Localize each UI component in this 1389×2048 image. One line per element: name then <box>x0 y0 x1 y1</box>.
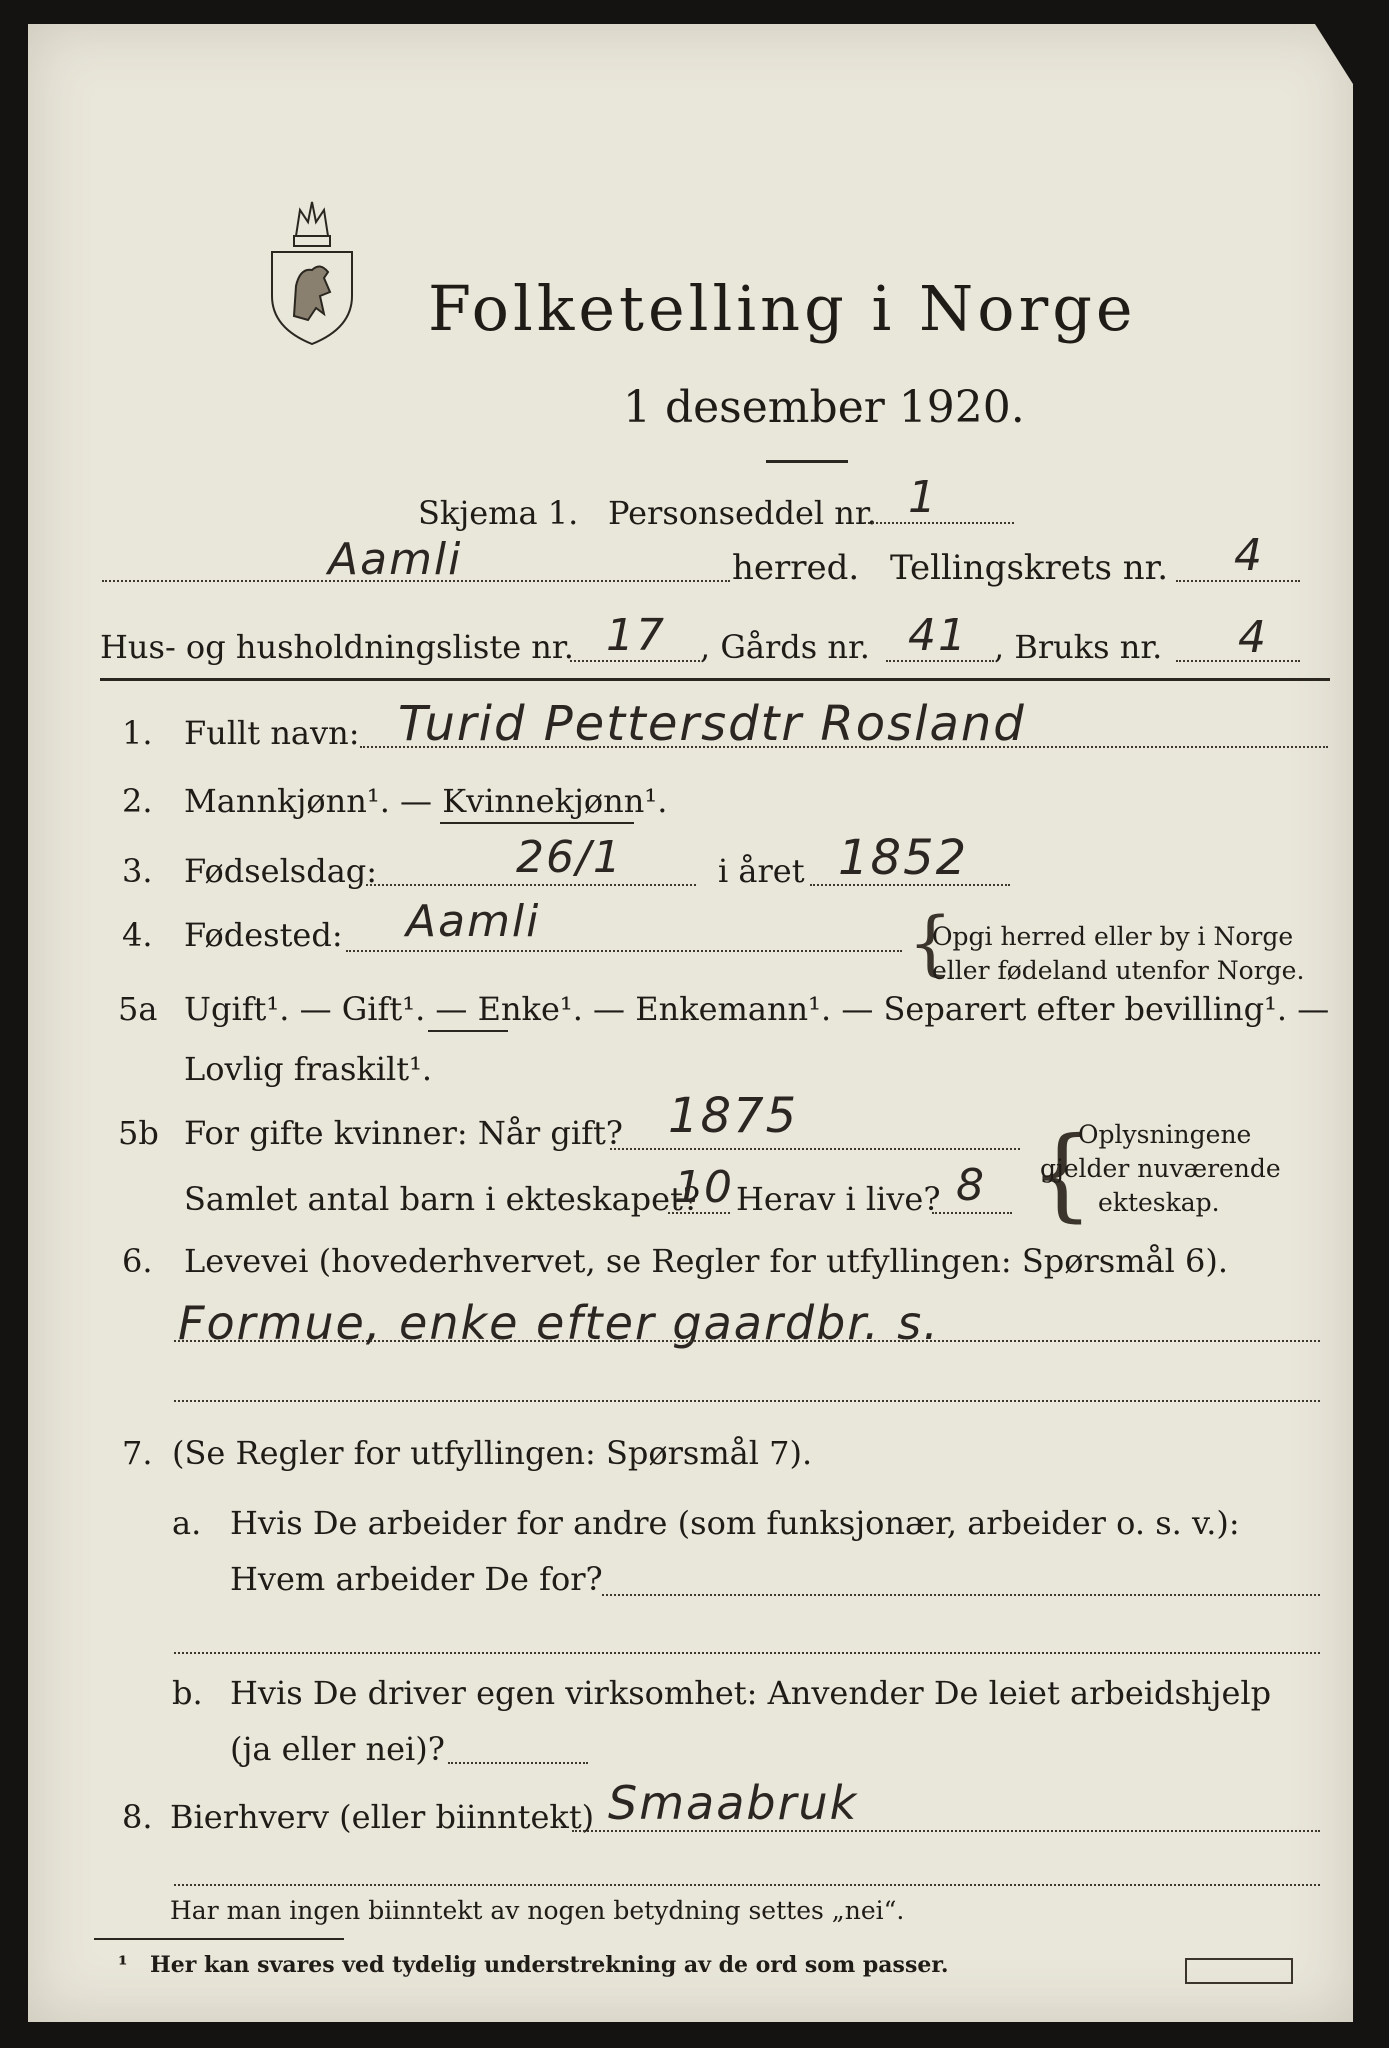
birthplace-note-2: eller fødeland utenfor Norge. <box>932 956 1305 985</box>
herred-label: herred. <box>732 548 860 588</box>
marital-status-options-2: Lovlig fraskilt¹. <box>184 1050 433 1088</box>
marital-status-options: Ugift¹. — Gift¹. — Enke¹. — Enkemann¹. — Separert efter bevilling¹. — <box>184 990 1330 1028</box>
married-label: For gifte kvinner: Når gift? <box>184 1114 623 1152</box>
full-name-value[interactable]: Turid Pettersdtr Rosland <box>398 696 1026 752</box>
q5b-number: 5b <box>118 1114 159 1152</box>
q7-number: 7. <box>122 1434 153 1472</box>
hired-help-label: (ja eller nei)? <box>230 1730 445 1768</box>
tellingskrets-label: Tellingskrets nr. <box>890 548 1169 588</box>
marriage-note-3: ekteskap. <box>1098 1188 1220 1217</box>
census-form: Folketelling i Norge 1 desember 1920. Skjema 1. Personseddel nr. 1 Aamli herred. Tellingskrets nr. 4 Hus- og husholdningsliste nr. 17 , Gårds nr. 41 , Bruks nr. 4 1. Fullt navn: Turid Pettersdtr Rosland 2. Mannkjønn¹. — Kvinnekjønn¹. 3. Fødselsdag: 26/1 i året 1852 4. Fødested: Aamli { Opgi herred eller by i Norge eller fødeland utenfor Norge. 5a Ugift¹. — Gift¹. — Enke¹. — Enkemann¹. — Separert efter bevilling¹. — Lovlig fraskilt¹. 5b For gifte kvinner: Når gift? 1875 Samlet antal barn i ekteskapet? 10 Herav i live? 8 { Oplysningene gjelder nuværende ekteskap. 6. Levevei (hovederhvervet, se Regler for utfyllingen: Spørsmål 6). Formue, enke efter gaardbr. s. 7. (Se Regler for utfyllingen: Spørsmål 7). a. Hvis De arbeider for andre (som funksjonær, arbeider o. s. v.): Hvem arbeider De for? b. Hvis De driver egen virksomhet: Anvender De leiet arbeidshjelp (ja eller nei)? 8. Bierhverv (eller biinntekt) Smaabruk Har man ingen biinntekt av nogen betydning settes „nei“. ¹ Her kan svares ved tydelig understrekning av de ord som passer. <box>28 24 1353 2022</box>
alive-label: Herav i live? <box>736 1180 941 1218</box>
q1-label: Fullt navn: <box>184 714 360 752</box>
herred-value[interactable]: Aamli <box>328 534 463 585</box>
birthplace-value[interactable]: Aamli <box>406 896 541 947</box>
birth-year-value[interactable]: 1852 <box>838 830 969 886</box>
marital-underline <box>428 1030 508 1032</box>
section-rule <box>100 678 1330 681</box>
q2-number: 2. <box>122 782 153 820</box>
occupation-value[interactable]: Formue, enke efter gaardbr. s. <box>178 1296 940 1350</box>
form-title: Folketelling i Norge <box>428 272 1137 345</box>
no-income-note: Har man ingen biinntekt av nogen betydning settes „nei“. <box>170 1896 905 1925</box>
coat-of-arms-icon <box>266 196 358 346</box>
q7b-question: Hvis De driver egen virksomhet: Anvender De leiet arbeidshjelp <box>230 1674 1272 1712</box>
q6-number: 6. <box>122 1242 153 1280</box>
footnote-rule <box>94 1938 344 1940</box>
q7-label: (Se Regler for utfyllingen: Spørsmål 7). <box>172 1434 813 1472</box>
personseddel-value[interactable]: 1 <box>908 472 938 523</box>
bruks-value[interactable]: 4 <box>1238 612 1268 663</box>
children-label: Samlet antal barn i ekteskapet? <box>184 1180 701 1218</box>
employer-label: Hvem arbeider De for? <box>230 1560 603 1598</box>
printer-stamp-icon <box>1185 1958 1293 1984</box>
children-value[interactable]: 10 <box>674 1162 734 1213</box>
census-date: 1 desember 1920. <box>623 382 1025 433</box>
alive-value[interactable]: 8 <box>956 1160 986 1211</box>
birthday-value[interactable]: 26/1 <box>516 832 623 883</box>
q7b-letter: b. <box>172 1674 203 1712</box>
side-income-label: Bierhverv (eller biinntekt) <box>170 1798 595 1836</box>
hired-help-field[interactable] <box>448 1762 588 1764</box>
q5a-number: 5a <box>118 990 158 1028</box>
marriage-note-2: gjelder nuværende <box>1040 1154 1281 1183</box>
footnote-mark: ¹ <box>118 1952 128 1978</box>
gender-options: Mannkjønn¹. — Kvinnekjønn¹. <box>184 782 668 820</box>
marriage-note-1: Oplysningene <box>1078 1120 1252 1149</box>
personseddel-label: Personseddel nr. <box>608 494 877 532</box>
birthplace-label: Fødested: <box>184 916 343 954</box>
q7a-question: Hvis De arbeider for andre (som funksjonær, arbeider o. s. v.): <box>230 1504 1240 1542</box>
q1-number: 1. <box>122 714 153 752</box>
tellingskrets-value[interactable]: 4 <box>1234 530 1264 581</box>
q8-number: 8. <box>122 1798 153 1836</box>
employer-field[interactable] <box>602 1594 1320 1596</box>
q4-number: 4. <box>122 916 153 954</box>
gards-value[interactable]: 41 <box>908 610 968 661</box>
year-label: i året <box>718 852 805 890</box>
skjema-label: Skjema 1. <box>418 494 579 532</box>
gards-label: , Gårds nr. <box>700 628 870 666</box>
bruks-label: , Bruks nr. <box>994 628 1163 666</box>
divider <box>766 460 848 463</box>
q3-number: 3. <box>122 852 153 890</box>
side-income-value[interactable]: Smaabruk <box>608 1776 859 1830</box>
hus-value[interactable]: 17 <box>606 610 666 661</box>
married-year-value[interactable]: 1875 <box>668 1088 799 1144</box>
gender-underline <box>440 822 634 824</box>
birthplace-note-1: Opgi herred eller by i Norge <box>932 922 1294 951</box>
hus-label: Hus- og husholdningsliste nr. <box>100 628 574 666</box>
q7a-letter: a. <box>172 1504 202 1542</box>
occupation-label: Levevei (hovederhvervet, se Regler for utfyllingen: Spørsmål 6). <box>184 1242 1229 1280</box>
footnote-text: Her kan svares ved tydelig understrekning av de ord som passer. <box>150 1952 949 1978</box>
birthday-label: Fødselsdag: <box>184 852 378 890</box>
